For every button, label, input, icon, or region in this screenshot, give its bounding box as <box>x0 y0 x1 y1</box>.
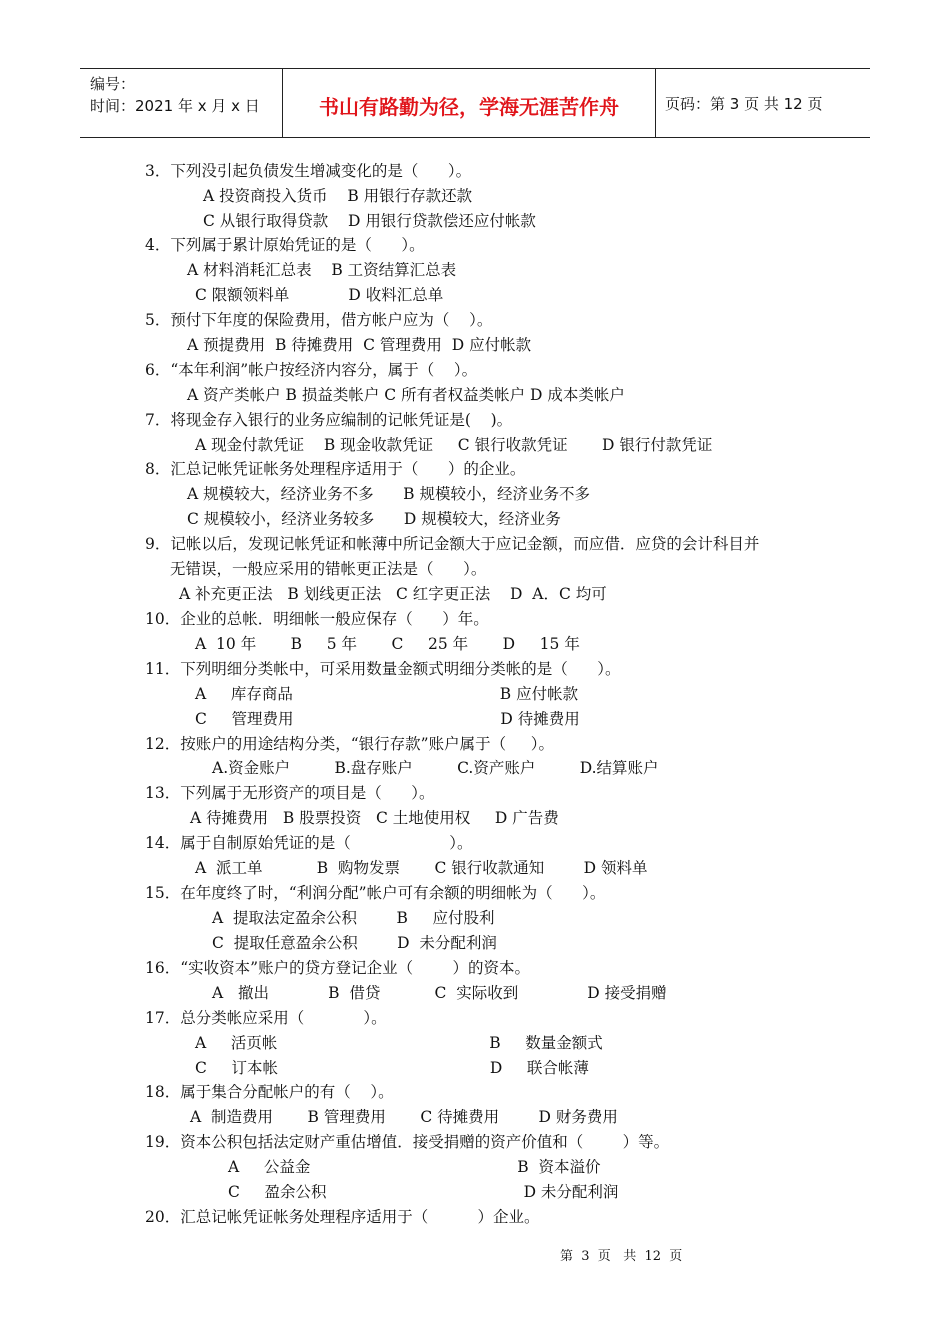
option-line: C 规模较小，经济业务较多 D 规模较大，经济业务 <box>187 510 561 528</box>
question-line: 19．资本公积包括法定财产重估增值．接受捐赠的资产价值和（ ）等。 <box>145 1133 670 1151</box>
question-line: 10．企业的总帐．明细帐一般应保存（ ）年。 <box>145 610 489 628</box>
option-line: A 现金付款凭证 B 现金收款凭证 C 银行收款凭证 D 银行付款凭证 <box>195 436 713 454</box>
option-line: A 活页帐 B 数量金额式 <box>195 1034 603 1052</box>
option-line: A 10 年 B 5 年 C 25 年 D 15 年 <box>195 635 580 653</box>
question-line: 3．下列没引起负债发生增减变化的是（ ）。 <box>145 162 472 180</box>
option-line: A 材料消耗汇总表 B 工资结算汇总表 <box>187 261 457 279</box>
question-line: 11．下列明细分类帐中，可采用数量金额式明细分类帐的是（ ）。 <box>145 660 621 678</box>
option-line: C 从银行取得贷款 D 用银行贷款偿还应付帐款 <box>203 212 536 230</box>
option-line: C 限额领料单 D 收料汇总单 <box>195 286 444 304</box>
header-motto: 书山有路勤为径，学海无涯苦作舟 <box>319 95 619 119</box>
header-info <box>90 73 260 117</box>
option-line: A.资金账户 B.盘存账户 C.资产账户 D.结算账户 <box>212 759 659 777</box>
option-line: A 预提费用 B 待摊费用 C 管理费用 D 应付帐款 <box>187 336 532 354</box>
question-line: 20．汇总记帐凭证帐务处理程序适用于（ ）企业。 <box>145 1208 540 1226</box>
question-line: 16．“实收资本”账户的贷方登记企业（ ）的资本。 <box>145 959 530 977</box>
option-line: A 待摊费用 B 股票投资 C 土地使用权 D 广告费 <box>190 809 559 827</box>
page-header <box>80 68 870 138</box>
option-line: C 提取任意盈余公积 D 未分配利润 <box>212 934 497 952</box>
header-divider <box>655 69 656 137</box>
option-line: A 资产类帐户 B 损益类帐户 C 所有者权益类帐户 D 成本类帐户 <box>187 386 625 404</box>
option-line: A 库存商品 B 应付帐款 <box>195 685 579 703</box>
option-line: A 提取法定盈余公积 B 应付股利 <box>212 909 495 927</box>
header-page-number: 页码：第 3 页 共 12 页 <box>665 95 823 113</box>
question-line: 9．记帐以后，发现记帐凭证和帐薄中所记金额大于应记金额，而应借．应贷的会计科目并 <box>145 535 760 553</box>
option-line: A 公益金 B 资本溢价 <box>228 1158 601 1176</box>
option-line: C 盈余公积 D 未分配利润 <box>228 1183 619 1201</box>
page-footer: 第 3 页 共 12 页 <box>560 1249 683 1264</box>
question-line: 7．将现金存入银行的业务应编制的记帐凭证是( )。 <box>145 411 513 429</box>
option-line: A 规模较大，经济业务不多 B 规模较小，经济业务不多 <box>187 485 591 503</box>
code-label: 编号： <box>90 75 136 93</box>
question-line: 6．“本年利润”帐户按经济内容分，属于（ ）。 <box>145 361 478 379</box>
question-line-cont: 无错误，一般应采用的错帐更正法是（ ）。 <box>170 560 487 578</box>
option-line: A 撤出 B 借贷 C 实际收到 D 接受捐赠 <box>212 984 667 1002</box>
question-line: 12．按账户的用途结构分类，“银行存款”账户属于（ ）。 <box>145 735 554 753</box>
option-line: A 派工单 B 购物发票 C 银行收款通知 D 领料单 <box>195 859 648 877</box>
question-line: 15．在年度终了时，“利润分配”帐户可有余额的明细帐为（ ）。 <box>145 884 606 902</box>
option-line: A 投资商投入货币 B 用银行存款还款 <box>203 187 473 205</box>
question-line: 14．属于自制原始凭证的是（ ）。 <box>145 834 473 852</box>
question-line: 4．下列属于累计原始凭证的是（ ）。 <box>145 236 425 254</box>
question-line: 17．总分类帐应采用（ ）。 <box>145 1009 387 1027</box>
option-line: C 管理费用 D 待摊费用 <box>195 710 580 728</box>
option-line: C 订本帐 D 联合帐薄 <box>195 1059 589 1077</box>
question-line: 18．属于集合分配帐户的有（ ）。 <box>145 1083 394 1101</box>
question-line: 5．预付下年度的保险费用，借方帐户应为（ ）。 <box>145 311 493 329</box>
option-line: A 补充更正法 B 划线更正法 C 红字更正法 D A．C 均可 <box>179 585 607 603</box>
date-label: 时间：2021 年 x 月 x 日 <box>90 97 260 115</box>
question-line: 8．汇总记帐凭证帐务处理程序适用于（ ）的企业。 <box>145 460 526 478</box>
option-line: A 制造费用 B 管理费用 C 待摊费用 D 财务费用 <box>190 1108 618 1126</box>
question-line: 13．下列属于无形资产的项目是（ ）。 <box>145 784 435 802</box>
